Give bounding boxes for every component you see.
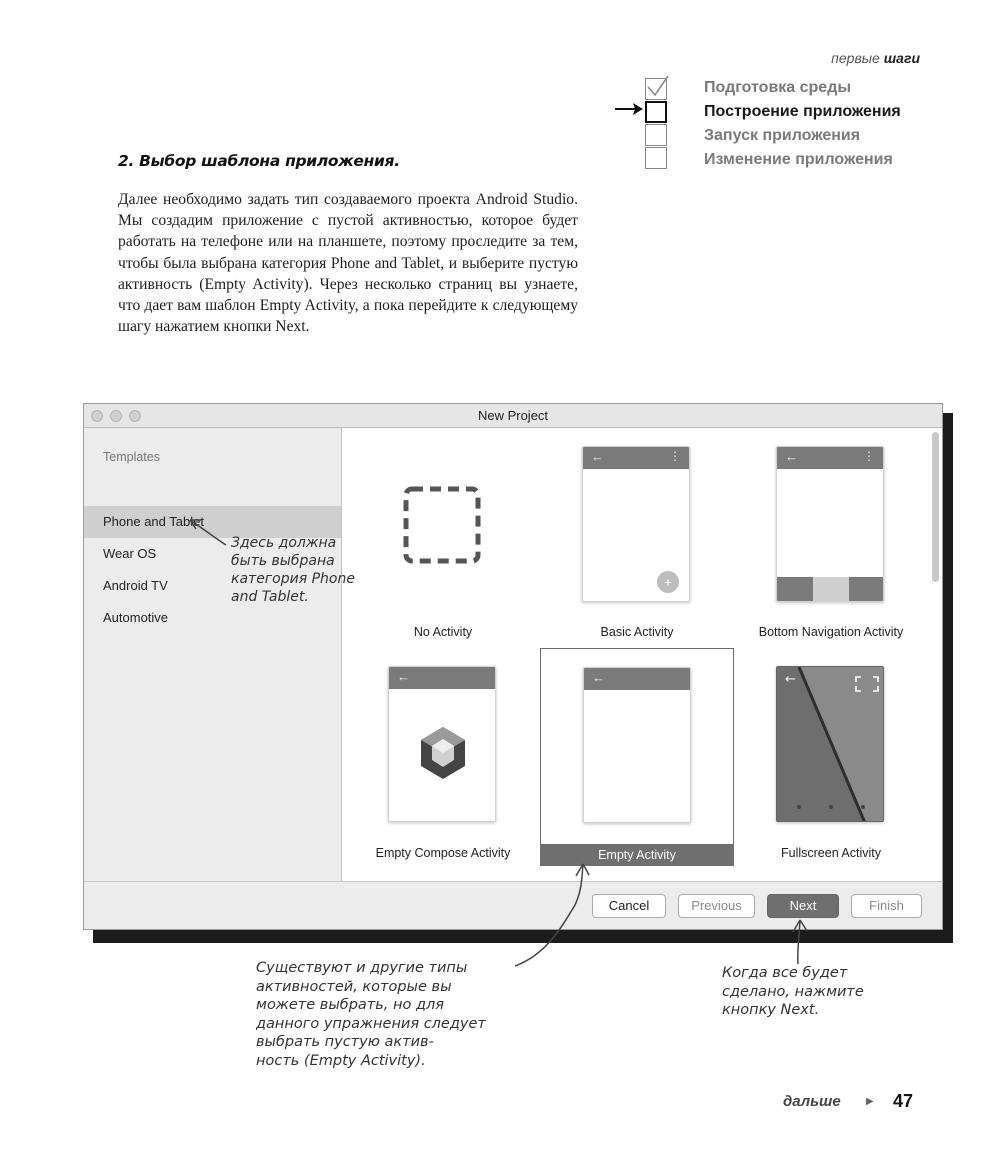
bottom-nav-item-active-icon xyxy=(813,577,849,601)
no-activity-icon xyxy=(402,485,482,565)
empty-activity-preview xyxy=(583,667,691,823)
template-label-selected: Empty Activity xyxy=(540,844,734,866)
checklist-box-current xyxy=(645,101,667,123)
back-arrow-icon: ← xyxy=(592,670,605,685)
template-label: Fullscreen Activity xyxy=(780,846,882,860)
sidebar-heading: Templates xyxy=(103,450,160,464)
fullscreen-preview xyxy=(776,666,884,822)
new-project-window xyxy=(83,403,943,930)
running-head xyxy=(780,50,920,66)
checklist-box-todo xyxy=(645,147,667,169)
annotation-line: выбрать пустую актив- xyxy=(256,1034,434,1050)
dialog-footer xyxy=(84,881,942,930)
annotation-line: можете выбрать, но для xyxy=(256,997,444,1013)
page-number: 47 xyxy=(893,1091,914,1111)
annotation-line: Здесь должна xyxy=(231,535,337,551)
template-label: Bottom Navigation Activity xyxy=(758,625,904,639)
basic-activity-preview xyxy=(582,446,690,602)
sidebar-item-wear-os[interactable]: Wear OS xyxy=(103,546,157,561)
overflow-menu-icon: ⋮ xyxy=(669,449,681,463)
annotation-line: категория Phone xyxy=(231,571,355,587)
fullscreen-diagonal-icon xyxy=(777,667,884,822)
body-paragraph: Далее необходимо задать тип создаваемого проекта Android Studio. Мы создадим приложение с пустой активностью, которое будет работать на телефоне или на планшете, поэтому проследите за тем, чтобы была выбрана категория Phone and Tablet, и выберите пустую активность (Empty Activity). Через несколько страниц вы узнаете, что дает вам шаблон Empty Activity, а пока перейдите к следующему шагу нажатием кнопки Next. xyxy=(118,191,578,336)
template-tile-fullscreen[interactable] xyxy=(734,660,928,875)
sidebar-item-phone-and-tablet[interactable]: Phone and Tablet xyxy=(84,506,341,538)
template-tile-no-activity[interactable] xyxy=(346,440,540,655)
fab-plus-icon: + xyxy=(657,571,679,593)
gallery-scrollbar[interactable] xyxy=(932,432,939,582)
cancel-button[interactable]: Cancel xyxy=(592,894,666,918)
annotation-line: активностей, которые вы xyxy=(256,978,452,995)
current-step-arrow-icon xyxy=(614,102,644,116)
template-tile-bottom-navigation[interactable] xyxy=(734,440,928,655)
annotation-line: ность (Empty Activity). xyxy=(256,1052,426,1069)
running-head-light: первые xyxy=(831,50,880,66)
section-title: 2. Выбор шаблона приложения. xyxy=(118,152,400,170)
template-tile-basic-activity[interactable] xyxy=(540,440,734,655)
checklist-label: Подготовка среды xyxy=(704,79,852,96)
annotation-line: сделано, нажмите xyxy=(722,983,864,1000)
window-titlebar xyxy=(84,404,942,428)
running-head-bold: шаги xyxy=(883,50,920,66)
checklist-label-current: Построение приложения xyxy=(704,103,901,120)
bottom-nav-item-icon xyxy=(777,577,813,601)
template-gallery xyxy=(343,428,943,881)
annotation-other-types xyxy=(256,959,486,1070)
templates-sidebar xyxy=(84,428,342,881)
annotation-line: быть выбрана xyxy=(231,553,335,569)
checkmark-icon xyxy=(644,73,670,99)
annotation-line: Существуют и другие типы xyxy=(256,960,468,976)
template-label: Empty Compose Activity xyxy=(375,846,511,860)
next-page-label: дальше xyxy=(783,1093,841,1110)
annotation-next xyxy=(722,964,864,1020)
bottom-navigation-preview xyxy=(776,446,884,602)
progress-checklist xyxy=(614,76,944,176)
template-tile-empty-activity[interactable] xyxy=(540,648,734,866)
sidebar-item-android-tv[interactable]: Android TV xyxy=(103,578,168,593)
annotation-line: and Tablet. xyxy=(231,589,309,605)
window-title: New Project xyxy=(477,408,549,423)
annotation-category xyxy=(231,534,355,606)
back-arrow-icon: ← xyxy=(591,449,604,464)
checklist-box-done xyxy=(645,78,667,100)
checklist-label: Изменение приложения xyxy=(704,151,893,168)
compose-logo-icon xyxy=(418,725,468,781)
annotation-line: данного упражнения следует xyxy=(256,1015,486,1032)
sidebar-item-automotive[interactable]: Automotive xyxy=(103,610,169,625)
template-tile-empty-compose[interactable] xyxy=(346,660,540,875)
empty-compose-preview xyxy=(388,666,496,822)
next-page-arrow-icon: ▶ xyxy=(866,1096,874,1107)
svg-text:←: ← xyxy=(785,672,796,687)
template-label: No Activity xyxy=(413,625,473,639)
annotation-line: кнопку Next. xyxy=(722,1002,820,1018)
next-button[interactable]: Next xyxy=(767,894,839,918)
previous-button[interactable]: Previous xyxy=(678,894,755,918)
overflow-menu-icon: ⋮ xyxy=(863,449,875,463)
back-arrow-icon: ← xyxy=(785,449,798,464)
template-label: Basic Activity xyxy=(600,625,674,639)
finish-button[interactable]: Finish xyxy=(851,894,922,918)
back-arrow-icon: ← xyxy=(397,669,410,684)
annotation-line: Когда все будет xyxy=(722,965,848,981)
bottom-nav-item-icon xyxy=(849,577,884,601)
checklist-box-todo xyxy=(645,124,667,146)
checklist-label: Запуск приложения xyxy=(704,127,861,144)
